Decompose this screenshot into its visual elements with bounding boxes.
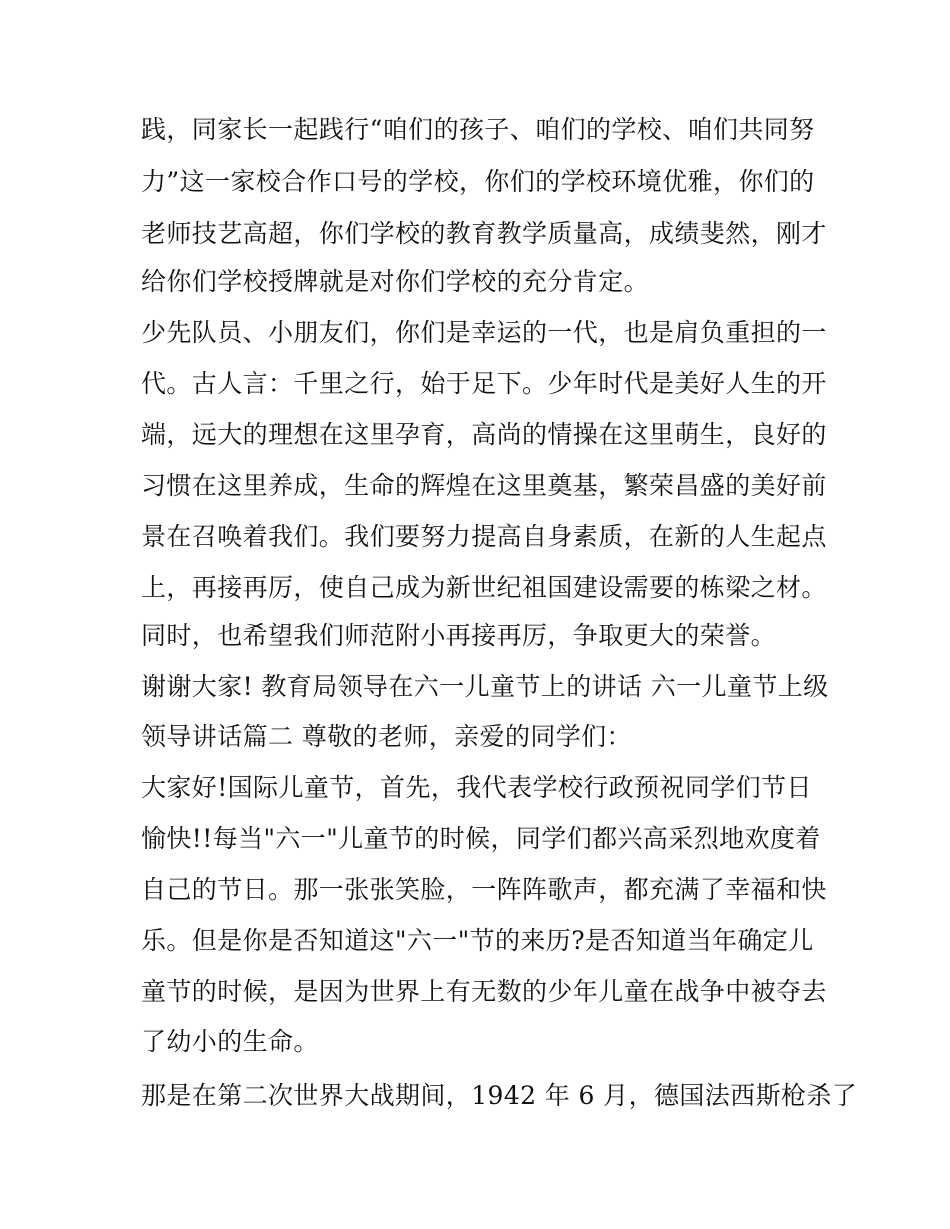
text-line: 端，远大的理想在这里孕育，高尚的情操在这里萌生，良好的 — [141, 420, 827, 449]
text-line: 童节的时候，是因为世界上有无数的少年儿童在战争中被夺去 — [141, 977, 827, 1006]
text-line: 谢谢大家! 教育局领导在六一儿童节上的讲话 六一儿童节上级 — [141, 672, 829, 701]
text-line: 践，同家长一起践行“咱们的孩子、咱们的学校、咱们共同努 — [141, 115, 815, 144]
text-line: 自己的节日。那一张张笑脸，一阵阵歌声，都充满了幸福和快 — [141, 875, 827, 904]
text-line: 力”这一家校合作口号的学校，你们的学校环境优雅，你们的 — [141, 167, 815, 196]
text-line: 给你们学校授牌就是对你们学校的充分肯定。 — [141, 267, 650, 296]
text-line: 代。古人言：千里之行，始于足下。少年时代是美好人生的开 — [141, 369, 827, 398]
text-line: 大家好!国际儿童节，首先，我代表学校行政预祝同学们节日 — [141, 773, 812, 802]
text-line: 上，再接再厉，使自己成为新世纪祖国建设需要的栋梁之材。 — [141, 573, 827, 602]
text-line: 乐。但是你是否知道这"六一"节的来历?是否知道当年确定儿 — [141, 926, 814, 955]
text-line: 习惯在这里养成，生命的辉煌在这里奠基，繁荣昌盛的美好前 — [141, 471, 827, 500]
text-line: 了幼小的生命。 — [141, 1027, 319, 1056]
text-line: 少先队员、小朋友们，你们是幸运的一代，也是肩负重担的一 — [141, 318, 827, 347]
text-line: 老师技艺高超，你们学校的教育教学质量高，成绩斐然，刚才 — [141, 219, 827, 248]
text-line: 领导讲话篇二 尊敬的老师，亲爱的同学们： — [141, 722, 632, 751]
text-line: 同时，也希望我们师范附小再接再厉，争取更大的荣誉。 — [141, 621, 777, 650]
text-line: 那是在第二次世界大战期间，1942 年 6 月，德国法西斯枪杀了 — [141, 1081, 858, 1110]
text-line: 景在召唤着我们。我们要努力提高自身素质，在新的人生起点 — [141, 522, 827, 551]
text-line: 愉快!!每当"六一"儿童节的时候，同学们都兴高采烈地欢度着 — [141, 824, 821, 853]
